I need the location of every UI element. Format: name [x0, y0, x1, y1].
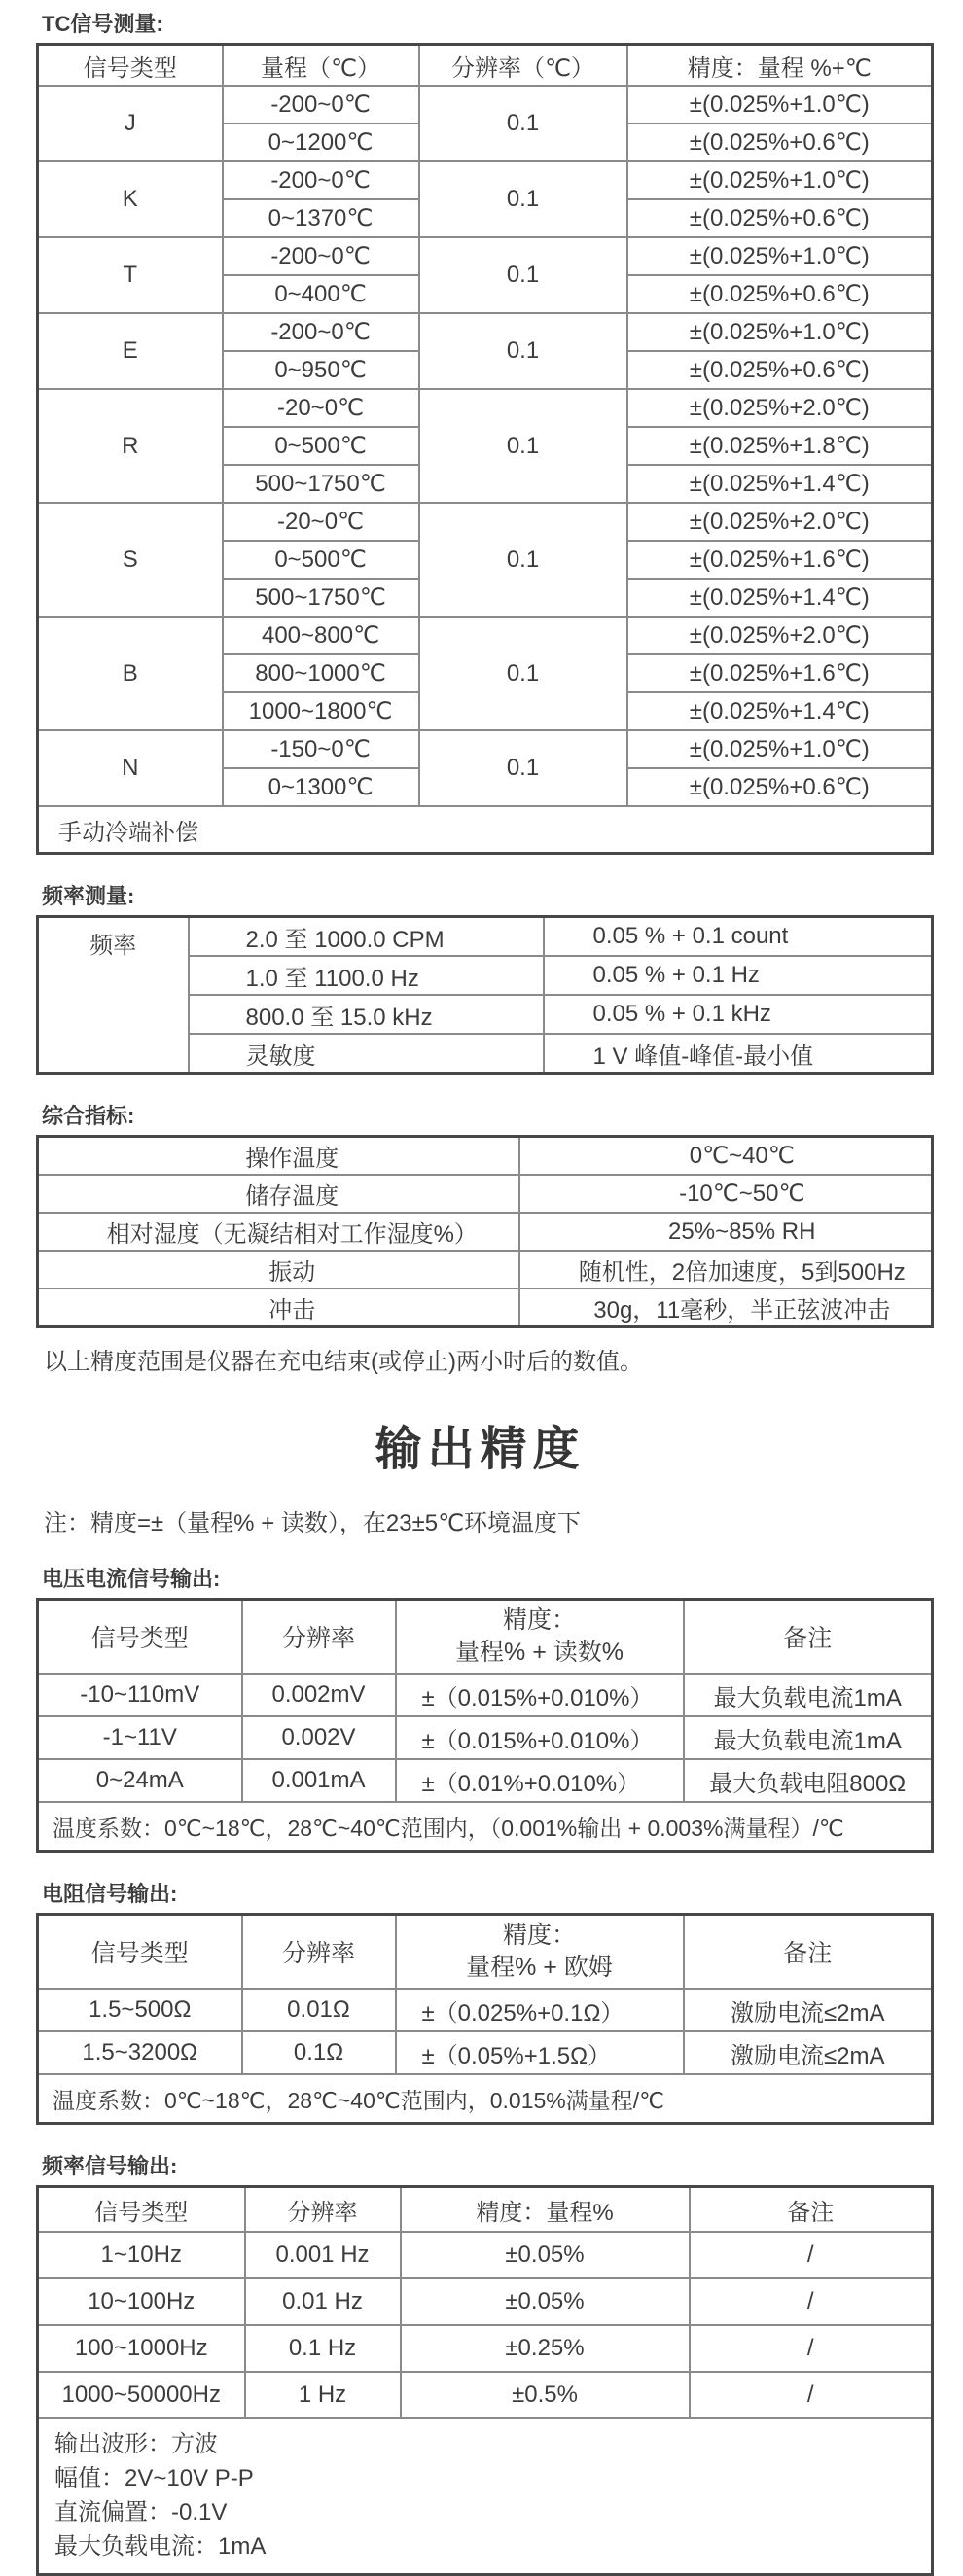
tc-accuracy-cell: ±(0.025%+0.6℃) [627, 768, 933, 806]
tc-range-cell: -200~0℃ [223, 313, 419, 351]
frequency-range-cell: 2.0 至 1000.0 CPM [189, 917, 544, 957]
fout-header-remark: 备注 [690, 2187, 933, 2233]
fout-max-load-line: 最大负载电流：1mA [54, 2533, 267, 2559]
tc-type-cell: J [38, 86, 223, 161]
vi-header-signal-type: 信号类型 [38, 1600, 242, 1675]
vi-range-cell: 0~24mA [38, 1759, 242, 1802]
fout-accuracy-cell: ±0.05% [401, 2232, 690, 2278]
frequency-accuracy-cell: 0.05 % + 0.1 count [544, 917, 933, 957]
tc-range-cell: 0~1300℃ [223, 768, 419, 806]
frequency-range-cell: 800.0 至 15.0 kHz [189, 995, 544, 1034]
vi-header-remark: 备注 [684, 1600, 933, 1675]
frequency-measurement-table [36, 915, 934, 1075]
table-row [38, 313, 933, 351]
indicator-name-cell: 冲击 [38, 1288, 519, 1327]
tc-type-cell: T [38, 237, 223, 313]
vi-resolution-cell: 0.001mA [242, 1759, 396, 1802]
res-accuracy-cell: ±（0.025%+0.1Ω） [396, 1989, 684, 2031]
vi-remark-cell: 最大负载电阻800Ω [684, 1759, 933, 1802]
tc-accuracy-cell: ±(0.025%+1.0℃) [627, 86, 933, 124]
indicator-name-cell: 相对湿度（无凝结相对工作湿度%） [38, 1213, 519, 1251]
indicator-name-cell: 储存温度 [38, 1175, 519, 1213]
indicators-table [36, 1135, 934, 1328]
tc-range-cell: 0~400℃ [223, 275, 419, 313]
vi-header-accuracy-line2: 量程% + 读数% [455, 1639, 624, 1666]
res-header-signal-type: 信号类型 [38, 1915, 242, 1990]
frequency-range-cell: 1.0 至 1100.0 Hz [189, 956, 544, 995]
frequency-accuracy-cell: 0.05 % + 0.1 Hz [544, 956, 933, 995]
res-resolution-cell: 0.1Ω [242, 2031, 396, 2074]
voltage-current-output-table [36, 1598, 934, 1853]
tc-resolution-cell: 0.1 [419, 313, 627, 389]
table-header-row [38, 1915, 933, 1990]
table-row [38, 1137, 933, 1176]
vi-accuracy-cell: ±（0.015%+0.010%） [396, 1674, 684, 1716]
res-header-accuracy-line1: 精度： [502, 1922, 576, 1949]
vi-footer-row [38, 1802, 933, 1852]
table-row [38, 1989, 933, 2031]
table-row [38, 86, 933, 124]
tc-header-accuracy: 精度：量程 %+℃ [627, 45, 933, 87]
frequency-label-cell: 频率 [38, 917, 189, 1074]
tc-accuracy-cell: ±(0.025%+2.0℃) [627, 503, 933, 541]
tc-resolution-cell: 0.1 [419, 86, 627, 161]
table-row [38, 917, 933, 957]
tc-accuracy-cell: ±(0.025%+1.0℃) [627, 161, 933, 199]
vi-resolution-cell: 0.002V [242, 1716, 396, 1759]
tc-resolution-cell: 0.1 [419, 237, 627, 313]
res-range-cell: 1.5~500Ω [38, 1989, 242, 2031]
tc-accuracy-cell: ±(0.025%+1.0℃) [627, 237, 933, 275]
tc-range-cell: 400~800℃ [223, 617, 419, 654]
fout-header-signal-type: 信号类型 [38, 2187, 245, 2233]
res-header-resolution: 分辨率 [242, 1915, 396, 1990]
fout-accuracy-cell: ±0.05% [401, 2278, 690, 2325]
tc-accuracy-cell: ±(0.025%+0.6℃) [627, 275, 933, 313]
tc-range-cell: 800~1000℃ [223, 654, 419, 692]
fout-range-cell: 10~100Hz [38, 2278, 245, 2325]
tc-header-signal-type: 信号类型 [38, 45, 223, 87]
tc-range-cell: -20~0℃ [223, 503, 419, 541]
fout-dc-offset-line: 直流偏置：-0.1V [54, 2499, 228, 2525]
table-row [38, 1288, 933, 1327]
tc-type-cell: R [38, 389, 223, 503]
tc-header-row [38, 45, 933, 87]
vi-accuracy-cell: ±（0.01%+0.010%） [396, 1759, 684, 1802]
vi-range-cell: -1~11V [38, 1716, 242, 1759]
tc-accuracy-cell: ±(0.025%+1.6℃) [627, 654, 933, 692]
tc-range-cell: -200~0℃ [223, 86, 419, 124]
fout-accuracy-cell: ±0.25% [401, 2325, 690, 2372]
res-header-accuracy [396, 1915, 684, 1990]
table-row [38, 1674, 933, 1716]
fout-resolution-cell: 0.001 Hz [245, 2232, 401, 2278]
tc-accuracy-cell: ±(0.025%+0.6℃) [627, 199, 933, 237]
tc-range-cell: 500~1750℃ [223, 579, 419, 617]
tc-range-cell: 500~1750℃ [223, 465, 419, 503]
table-row [38, 2031, 933, 2074]
res-temp-coefficient-cell: 温度系数：0℃~18℃，28℃~40℃范围内，0.015%满量程/℃ [38, 2074, 933, 2124]
vi-range-cell: -10~110mV [38, 1674, 242, 1716]
tc-range-cell: 0~1200℃ [223, 124, 419, 161]
table-row [38, 1759, 933, 1802]
table-header-row [38, 1600, 933, 1675]
tc-range-cell: 0~500℃ [223, 541, 419, 579]
vi-header-resolution: 分辨率 [242, 1600, 396, 1675]
tc-type-cell: E [38, 313, 223, 389]
vi-header-accuracy-line1: 精度： [502, 1606, 576, 1634]
res-remark-cell: 激励电流≤2mA [684, 2031, 933, 2074]
tc-range-cell: 1000~1800℃ [223, 692, 419, 730]
tc-accuracy-cell: ±(0.025%+2.0℃) [627, 617, 933, 654]
table-row [38, 503, 933, 541]
fout-remark-cell: / [690, 2325, 933, 2372]
res-header-accuracy-line2: 量程% + 欧姆 [466, 1954, 613, 1981]
fout-accuracy-cell: ±0.5% [401, 2372, 690, 2418]
vi-resolution-cell: 0.002mV [242, 1674, 396, 1716]
table-row [38, 161, 933, 199]
res-accuracy-cell: ±（0.05%+1.5Ω） [396, 2031, 684, 2074]
voltage-current-section-title: 电压电流信号输出: [42, 1567, 221, 1591]
tc-header-range: 量程（℃） [223, 45, 419, 87]
indicator-name-cell: 振动 [38, 1251, 519, 1288]
frequency-sensitivity-value-cell: 1 V 峰值-峰值-最小值 [544, 1034, 933, 1074]
fout-amplitude-line: 幅值：2V~10V P-P [54, 2465, 254, 2491]
table-row [38, 1175, 933, 1213]
table-row [38, 1251, 933, 1288]
fout-waveform-line: 输出波形：方波 [54, 2431, 218, 2457]
vi-accuracy-cell: ±（0.015%+0.010%） [396, 1716, 684, 1759]
table-row [38, 617, 933, 654]
fout-remark-cell: / [690, 2278, 933, 2325]
fout-footer-cell [38, 2418, 933, 2575]
frequency-sensitivity-cell: 灵敏度 [189, 1034, 544, 1074]
fout-footer-row [38, 2418, 933, 2575]
tc-section-title: TC信号测量: [42, 12, 163, 36]
tc-range-cell: 0~500℃ [223, 427, 419, 465]
vi-header-accuracy [396, 1600, 684, 1675]
output-accuracy-note: 注：精度=±（量程% + 读数），在23±5℃环境温度下 [44, 1510, 582, 1536]
tc-type-cell: B [38, 617, 223, 730]
table-row [38, 2278, 933, 2325]
fout-resolution-cell: 0.1 Hz [245, 2325, 401, 2372]
tc-measurement-table [36, 43, 934, 855]
table-row [38, 2232, 933, 2278]
tc-range-cell: -200~0℃ [223, 161, 419, 199]
indicator-value-cell: 随机性，2倍加速度，5到500Hz [519, 1251, 933, 1288]
table-row [38, 389, 933, 427]
vi-temp-coefficient-cell: 温度系数：0℃~18℃，28℃~40℃范围内，（0.001%输出 + 0.003%满量程）/℃ [38, 1802, 933, 1852]
frequency-output-table [36, 2185, 934, 2576]
fout-resolution-cell: 0.01 Hz [245, 2278, 401, 2325]
tc-accuracy-cell: ±(0.025%+1.4℃) [627, 465, 933, 503]
tc-range-cell: -150~0℃ [223, 730, 419, 768]
frequency-accuracy-cell: 0.05 % + 0.1 kHz [544, 995, 933, 1034]
fout-resolution-cell: 1 Hz [245, 2372, 401, 2418]
res-remark-cell: 激励电流≤2mA [684, 1989, 933, 2031]
tc-accuracy-cell: ±(0.025%+1.4℃) [627, 579, 933, 617]
indicator-value-cell: 30g，11毫秒，半正弦波冲击 [519, 1288, 933, 1327]
fout-remark-cell: / [690, 2372, 933, 2418]
tc-range-cell: -200~0℃ [223, 237, 419, 275]
tc-footer-row [38, 806, 933, 854]
indicator-name-cell: 操作温度 [38, 1137, 519, 1176]
table-row [38, 730, 933, 768]
tc-type-cell: N [38, 730, 223, 806]
tc-accuracy-cell: ±(0.025%+1.4℃) [627, 692, 933, 730]
tc-accuracy-cell: ±(0.025%+0.6℃) [627, 351, 933, 389]
tc-range-cell: 0~950℃ [223, 351, 419, 389]
indicators-section-title: 综合指标: [42, 1104, 135, 1128]
output-accuracy-title: 输出精度 [374, 1424, 586, 1475]
res-footer-row [38, 2074, 933, 2124]
table-row [38, 1716, 933, 1759]
tc-type-cell: S [38, 503, 223, 617]
tc-type-cell: K [38, 161, 223, 237]
table-row [38, 2372, 933, 2418]
vi-remark-cell: 最大负载电流1mA [684, 1674, 933, 1716]
tc-accuracy-cell: ±(0.025%+1.8℃) [627, 427, 933, 465]
vi-remark-cell: 最大负载电流1mA [684, 1716, 933, 1759]
indicator-value-cell: 25%~85% RH [519, 1213, 933, 1251]
fout-header-accuracy: 精度：量程% [401, 2187, 690, 2233]
table-row [38, 237, 933, 275]
tc-footer-cell: 手动冷端补偿 [38, 806, 933, 854]
tc-range-cell: -20~0℃ [223, 389, 419, 427]
fout-range-cell: 1000~50000Hz [38, 2372, 245, 2418]
res-header-remark: 备注 [684, 1915, 933, 1990]
frequency-output-section-title: 频率信号输出: [42, 2154, 178, 2178]
res-range-cell: 1.5~3200Ω [38, 2031, 242, 2074]
indicator-value-cell: -10℃~50℃ [519, 1175, 933, 1213]
resistance-output-table [36, 1913, 934, 2125]
tc-resolution-cell: 0.1 [419, 730, 627, 806]
res-resolution-cell: 0.01Ω [242, 1989, 396, 2031]
table-header-row [38, 2187, 933, 2233]
tc-accuracy-cell: ±(0.025%+0.6℃) [627, 124, 933, 161]
tc-resolution-cell: 0.1 [419, 617, 627, 730]
frequency-section-title: 频率测量: [42, 884, 135, 908]
fout-remark-cell: / [690, 2232, 933, 2278]
resistance-section-title: 电阻信号输出: [42, 1882, 178, 1906]
tc-accuracy-cell: ±(0.025%+1.0℃) [627, 313, 933, 351]
tc-header-resolution: 分辨率（℃） [419, 45, 627, 87]
table-row [38, 2325, 933, 2372]
tc-resolution-cell: 0.1 [419, 161, 627, 237]
fout-header-resolution: 分辨率 [245, 2187, 401, 2233]
accuracy-note: 以上精度范围是仪器在充电结束(或停止)两小时后的数值。 [44, 1349, 643, 1375]
fout-range-cell: 1~10Hz [38, 2232, 245, 2278]
tc-resolution-cell: 0.1 [419, 503, 627, 617]
tc-range-cell: 0~1370℃ [223, 199, 419, 237]
tc-resolution-cell: 0.1 [419, 389, 627, 503]
tc-accuracy-cell: ±(0.025%+1.0℃) [627, 730, 933, 768]
indicator-value-cell: 0℃~40℃ [519, 1137, 933, 1176]
fout-range-cell: 100~1000Hz [38, 2325, 245, 2372]
table-row [38, 1213, 933, 1251]
tc-accuracy-cell: ±(0.025%+1.6℃) [627, 541, 933, 579]
tc-accuracy-cell: ±(0.025%+2.0℃) [627, 389, 933, 427]
